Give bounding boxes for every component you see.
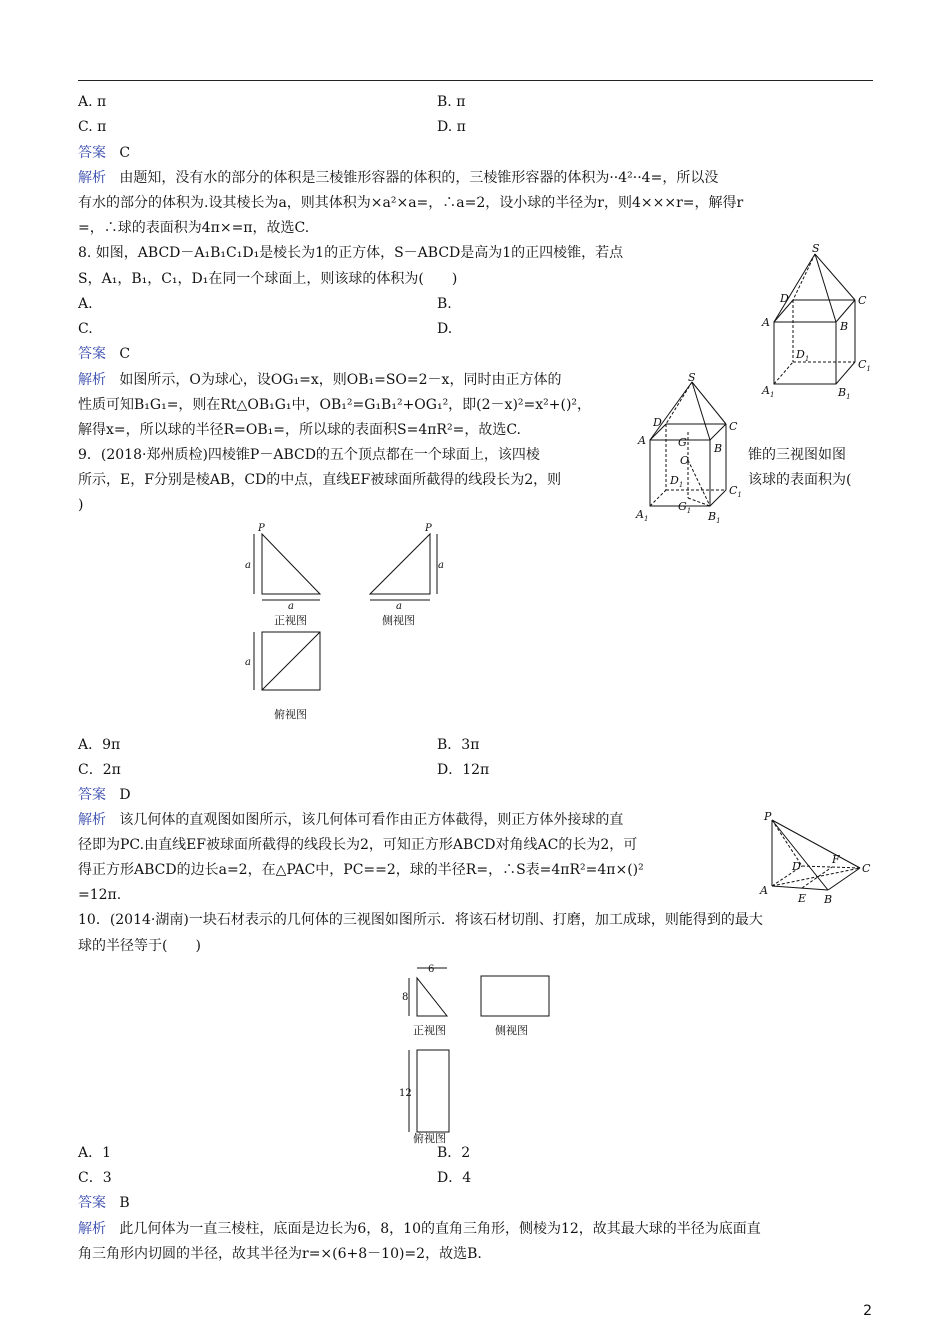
q9-option-a: A．9π xyxy=(78,737,121,753)
front-view-caption: 正视图 xyxy=(413,1024,446,1037)
q9-answer xyxy=(78,785,131,805)
top-view-caption: 俯视图 xyxy=(274,708,307,721)
q8-answer xyxy=(78,344,130,364)
q8-analysis-line: 解得x=，所以球的半径R=OB₁=，所以球的表面积S=4πR²=，故选C. xyxy=(78,422,521,438)
svg-text:B1: $B_1$ xyxy=(838,386,851,401)
side-view-caption: 侧视图 xyxy=(382,614,415,627)
svg-text:B: B xyxy=(824,893,833,906)
q9-option-c: C．2π xyxy=(78,762,121,778)
q8-stem: 8. 如图，ABCD－A₁B₁C₁D₁是棱长为1的正方体，S－ABCD是高为1的正四棱锥，若点 xyxy=(78,245,624,261)
svg-text:G1: $G_1$ xyxy=(678,500,692,515)
analysis-text: 由题知，没有水的部分的体积是三棱锥形容器的体积的，三棱锥形容器的体积为··4²··4=，所以没 xyxy=(119,170,719,186)
svg-text:C: C xyxy=(858,294,867,307)
q9-analysis-line: 得正方形ABCD的边长a=2，在△PAC中，PC==2，球的半径R=，∴S表=4πR²=4π×()² xyxy=(78,862,644,878)
analysis-label: 解析 xyxy=(78,372,106,388)
svg-text:A: A xyxy=(762,316,770,329)
answer-label: 答案 xyxy=(78,145,106,161)
q10-stem: 球的半径等于( ) xyxy=(78,938,201,954)
q9-option-b: B．3π xyxy=(437,737,480,753)
svg-text:B1: $B_1$ xyxy=(708,510,721,525)
svg-text:P: P xyxy=(258,523,265,534)
side-view-caption: 侧视图 xyxy=(495,1024,528,1037)
q8-stem: S，A₁，B₁，C₁，D₁在同一个球面上，则该球的体积为( ) xyxy=(78,271,458,287)
svg-text:D: D xyxy=(792,860,801,873)
svg-text:a: a xyxy=(245,560,251,571)
q7-analysis-line: 有水的部分的体积为.设其棱长为a，则其体积为×a²×a=，∴a=2，设小球的半径为r，则4×××r=，解得r xyxy=(78,195,744,211)
analysis-label: 解析 xyxy=(78,812,106,828)
q7-option-b: B. π xyxy=(437,94,466,110)
svg-text:C: C xyxy=(729,420,738,433)
answer-value: C xyxy=(119,145,131,161)
svg-text:S: S xyxy=(812,242,820,255)
q9-analysis-line: 径即为PC.由直线EF被球面所截得的线段长为2，可知正方形ABCD对角线AC的长为2，可 xyxy=(78,837,638,853)
svg-text:B: B xyxy=(840,320,849,333)
q9-analysis xyxy=(78,810,623,830)
svg-text:S: S xyxy=(688,371,696,384)
q10-stem: 10．(2014·湖南)一块石材表示的几何体的三视图如图所示．将该石材切削、打磨，加工成球，则能得到的最大 xyxy=(78,912,763,928)
header-rule xyxy=(78,80,873,81)
q9-stem: 所示，E，F分别是棱AB，CD的中点，直线EF被球面所截得的线段长为2，则 xyxy=(78,472,562,488)
svg-text:a: a xyxy=(396,601,402,612)
svg-text:E: E xyxy=(798,892,807,905)
dim-8: 8 xyxy=(402,992,409,1003)
q8-analysis xyxy=(78,370,561,390)
svg-text:A1: $A_1$ xyxy=(762,384,775,399)
q10-option-c: C．3 xyxy=(78,1170,112,1186)
svg-text:O: O xyxy=(680,454,690,467)
answer-label: 答案 xyxy=(78,1195,106,1211)
front-view-caption: 正视图 xyxy=(274,614,307,627)
svg-text:G: G xyxy=(678,436,687,449)
svg-text:P: P xyxy=(764,810,772,823)
q7-option-a: A. π xyxy=(78,94,107,110)
analysis-text: 如图所示，O为球心，设OG₁=x，则OB₁=SO=2－x，同时由正方体的 xyxy=(119,372,562,388)
q10-three-views xyxy=(395,960,555,1145)
q8-option-c: C. xyxy=(78,321,93,337)
svg-text:A: A xyxy=(638,434,646,447)
svg-text:P: P xyxy=(425,523,432,534)
analysis-text: 该几何体的直观图如图所示，该几何体可看作由正方体截得，则正方体外接球的直 xyxy=(119,812,624,828)
q7-analysis-line: =，∴球的表面积为4π×=π，故选C. xyxy=(78,220,310,236)
svg-text:a: a xyxy=(438,560,444,571)
q10-answer xyxy=(78,1193,130,1213)
q8-analysis-line: 性质可知B₁G₁=，则在Rt△OB₁G₁中，OB₁²=G₁B₁²+OG₁²，即(2－x)²=x²+()²， xyxy=(78,397,592,413)
svg-text:D: D xyxy=(780,292,789,305)
q9-stem-cont: 锥的三视图如图 xyxy=(748,447,846,463)
svg-text:a: a xyxy=(288,601,294,612)
answer-label: 答案 xyxy=(78,787,106,803)
q10-option-d: D．4 xyxy=(437,1170,472,1186)
q7-answer xyxy=(78,143,130,163)
svg-text:F: F xyxy=(832,853,840,866)
q8-option-b: B. xyxy=(437,296,452,312)
analysis-label: 解析 xyxy=(78,170,106,186)
q7-option-c: C. π xyxy=(78,119,107,135)
svg-text:C: C xyxy=(862,862,871,875)
q10-option-a: A．1 xyxy=(78,1145,112,1161)
q8-option-d: D. xyxy=(437,321,453,337)
q9-three-views xyxy=(240,520,444,725)
q7-analysis xyxy=(78,168,718,188)
svg-text:C1: $C_1$ xyxy=(858,358,871,373)
q9-stem: 9．(2018·郑州质检)四棱锥P－ABCD的五个顶点都在一个球面上，该四棱 xyxy=(78,447,540,463)
svg-text:D1: $D_1$ xyxy=(670,474,684,489)
answer-value: C xyxy=(119,346,131,362)
svg-text:C1: $C_1$ xyxy=(729,484,742,499)
q9-stem-cont: 该球的表面积为( xyxy=(748,472,852,488)
answer-value: B xyxy=(119,1195,130,1211)
analysis-text: 此几何体为一直三棱柱，底面是边长为6，8，10的直角三角形，侧棱为12，故其最大球的半径为底面直 xyxy=(119,1221,761,1237)
top-view-caption: 俯视图 xyxy=(413,1132,446,1145)
answer-label: 答案 xyxy=(78,346,106,362)
svg-text:D: D xyxy=(653,416,662,429)
svg-text:A: A xyxy=(760,884,768,897)
svg-text:B: B xyxy=(714,442,723,455)
q10-option-b: B．2 xyxy=(437,1145,471,1161)
svg-text:a: a xyxy=(245,657,251,668)
sphere-center-figure xyxy=(628,372,746,527)
answer-value: D xyxy=(119,787,131,803)
q9-stem: ) xyxy=(78,497,84,513)
dim-6: 6 xyxy=(428,964,435,975)
pyramid-figure xyxy=(758,806,875,906)
q9-analysis-line: =12π. xyxy=(78,887,122,903)
dim-12: 12 xyxy=(399,1088,412,1099)
svg-text:D1: $D_1$ xyxy=(796,348,810,363)
q10-analysis-line: 角三角形内切圆的半径，故其半径为r=×(6+8－10)=2，故选B. xyxy=(78,1246,482,1262)
cube-pyramid-figure xyxy=(760,240,875,402)
q9-option-d: D．12π xyxy=(437,762,490,778)
q8-option-a: A. xyxy=(78,296,93,312)
svg-text:A1: $A_1$ xyxy=(636,508,649,523)
q10-analysis xyxy=(78,1219,761,1239)
page-number: 2 xyxy=(863,1303,872,1319)
analysis-label: 解析 xyxy=(78,1221,106,1237)
q7-option-d: D. π xyxy=(437,119,466,135)
